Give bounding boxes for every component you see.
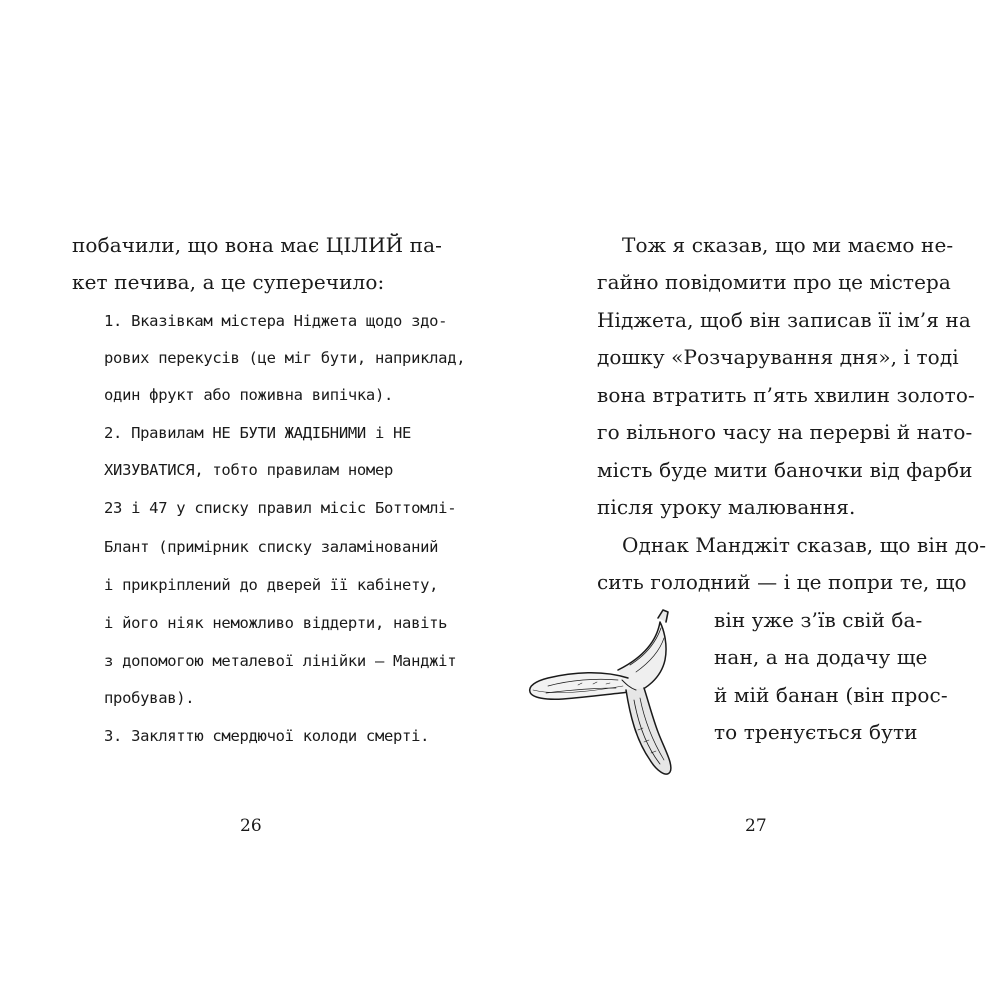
text-line: побачили, що вона має ЦІЛИЙ па-: [72, 233, 442, 257]
text-line: дошку «Розчарування дня», і тоді: [597, 345, 959, 369]
text-line: він уже з’їв свій ба-: [714, 608, 923, 632]
list-line: 2. Правилам НЕ БУТИ ЖАДІБНИМИ і НЕ: [104, 424, 412, 442]
list-line: рових перекусів (це міг бути, наприклад,: [104, 349, 466, 367]
list-line: 23 і 47 у списку правил місіс Боттомлі-: [104, 499, 457, 517]
text-line: го вільного часу на перерві й нато-: [597, 420, 973, 444]
list-line: Блант (примірник списку заламінований: [104, 538, 439, 556]
text-line: й мій банан (він прос-: [714, 683, 948, 707]
banana-peel-illustration: [518, 600, 718, 800]
page-number: 27: [745, 816, 767, 836]
list-line: і прикріплений до дверей її кабінету,: [104, 576, 439, 594]
text-line: Тож я сказав, що ми маємо не-: [622, 233, 954, 257]
list-line: ХИЗУВАТИСЯ, тобто правилам номер: [104, 461, 394, 479]
list-line: пробував).: [104, 689, 195, 707]
page-number: 26: [240, 816, 262, 836]
text-line: мість буде мити баночки від фарби: [597, 458, 973, 482]
text-line: то тренується бути: [714, 720, 918, 744]
list-line: і його ніяк неможливо віддерти, навіть: [104, 614, 448, 632]
text-line: після уроку малювання.: [597, 495, 856, 519]
text-line: Ніджета, щоб він записав її ім’я на: [597, 308, 971, 332]
text-line: гайно повідомити про це містера: [597, 270, 951, 294]
list-line: 1. Вказівкам містера Ніджета щодо здо-: [104, 312, 448, 330]
text-line: кет печива, а це суперечило:: [72, 270, 385, 294]
right-page: [500, 0, 1000, 1000]
text-line: сить голодний — і це попри те, що: [597, 570, 967, 594]
text-line: Однак Манджіт сказав, що він до-: [622, 533, 987, 557]
text-line: вона втратить п’ять хвилин золото-: [597, 383, 975, 407]
list-line: 3. Закляттю смердючої колоди смерті.: [104, 727, 430, 745]
list-line: з допомогою металевої лінійки – Манджіт: [104, 652, 457, 670]
text-line: нан, а на додачу ще: [714, 645, 928, 669]
list-line: один фрукт або поживна випічка).: [104, 386, 394, 404]
